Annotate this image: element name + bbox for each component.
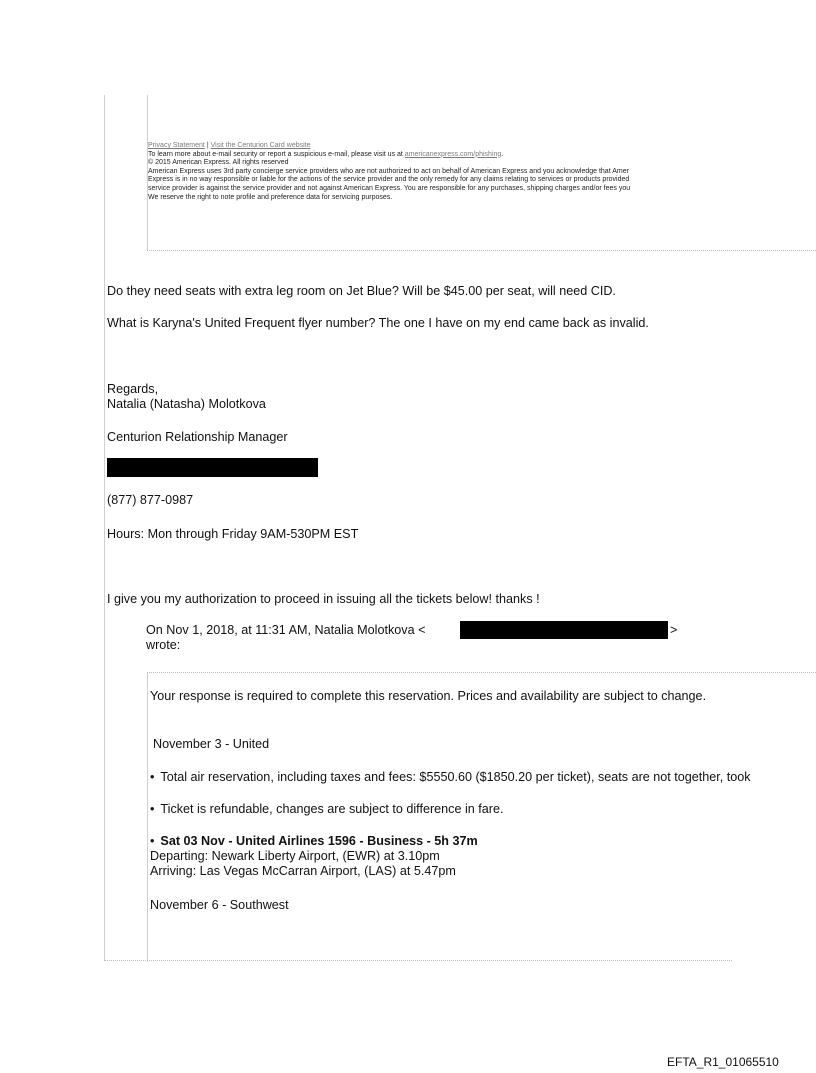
footer-links-row — [148, 142, 816, 151]
section-heading-nov3: November 3 - United — [153, 737, 270, 751]
quote-border-inner — [147, 672, 148, 962]
security-notice-text: To learn more about e-mail security or report a suspicious e-mail, please visit us at — [148, 150, 403, 158]
total-fare-text: Total air reservation, including taxes and fees: $5550.60 ($1850.20 per ticket), seats are not together, took — [160, 770, 751, 784]
security-notice — [148, 151, 816, 160]
footer-bottom-divider — [147, 250, 816, 251]
regards-text: Regards, — [107, 382, 159, 396]
total-fare-item — [150, 770, 751, 785]
centurion-website-link[interactable]: Visit the Centurion Card website — [210, 142, 311, 149]
disclaimer-line-2: Express is in no way responsible or liable for the actions of the service provider and the only remedy for any claims relating to services or products provided — [148, 176, 630, 184]
link-separator: | — [206, 142, 209, 149]
quote-header-suffix: > — [670, 623, 678, 637]
quote-top-divider — [147, 672, 816, 673]
quote-border-outer — [104, 95, 105, 960]
flight-item — [150, 834, 478, 849]
redaction-bar-email — [460, 621, 668, 639]
security-notice-end: . — [501, 150, 504, 158]
quote-bottom-divider — [104, 960, 732, 961]
sender-title: Centurion Relationship Manager — [107, 430, 288, 444]
departing-info: Departing: Newark Liberty Airport, (EWR) at 3.10pm — [150, 849, 440, 863]
refund-item — [150, 802, 503, 817]
disclaimer-line-1: American Express uses 3rd party concierge service providers who are not authorized to act on behalf of American Express and you acknowledge that Amer — [148, 167, 629, 175]
arriving-info: Arriving: Las Vegas McCarran Airport, (LAS) at 5.47pm — [150, 864, 456, 878]
bullet-icon: • — [150, 802, 155, 816]
bullet-icon: • — [150, 770, 155, 784]
privacy-statement-link[interactable]: Privacy Statement — [148, 142, 205, 149]
jetblue-question: Do they need seats with extra leg room on Jet Blue? Will be $45.00 per seat, will need CID. — [107, 284, 616, 298]
quote-header-wrote: wrote: — [146, 638, 181, 652]
phishing-link[interactable]: americanexpress.com/phishing — [404, 150, 502, 158]
phone-number: (877) 877-0987 — [107, 493, 194, 507]
sender-name: Natalia (Natasha) Molotkova — [107, 397, 266, 411]
document-id: EFTA_R1_01065510 — [667, 1055, 779, 1069]
disclaimer-line-4: We reserve the right to note profile and preference data for servicing purposes. — [148, 193, 393, 201]
authorization-text: I give you my authorization to proceed in issuing all the tickets below! thanks ! — [107, 592, 540, 606]
refund-text: Ticket is refundable, changes are subject to difference in fare. — [160, 802, 504, 816]
disclaimer-line-3: service provider is against the service provider and not against American Express. You are responsible for any purchases, shipping charges and/or fees you — [148, 184, 631, 192]
flight-summary: Sat 03 Nov - United Airlines 1596 - Business - 5h 37m — [160, 834, 478, 848]
response-required-text: Your response is required to complete this reservation. Prices and availability are subject to change. — [150, 689, 707, 703]
amex-footer — [148, 142, 816, 202]
section-heading-nov6: November 6 - Southwest — [150, 898, 289, 912]
united-question: What is Karyna's United Frequent flyer number? The one I have on my end came back as invalid. — [107, 316, 649, 330]
redaction-bar — [107, 458, 318, 477]
quote-header — [146, 623, 425, 638]
copyright-text: © 2015 American Express. All rights reserved — [148, 159, 289, 167]
bullet-icon: • — [150, 834, 155, 848]
office-hours: Hours: Mon through Friday 9AM-530PM EST — [107, 527, 359, 541]
quote-header-prefix: On Nov 1, 2018, at 11:31 AM, Natalia Molotkova < — [146, 623, 426, 637]
